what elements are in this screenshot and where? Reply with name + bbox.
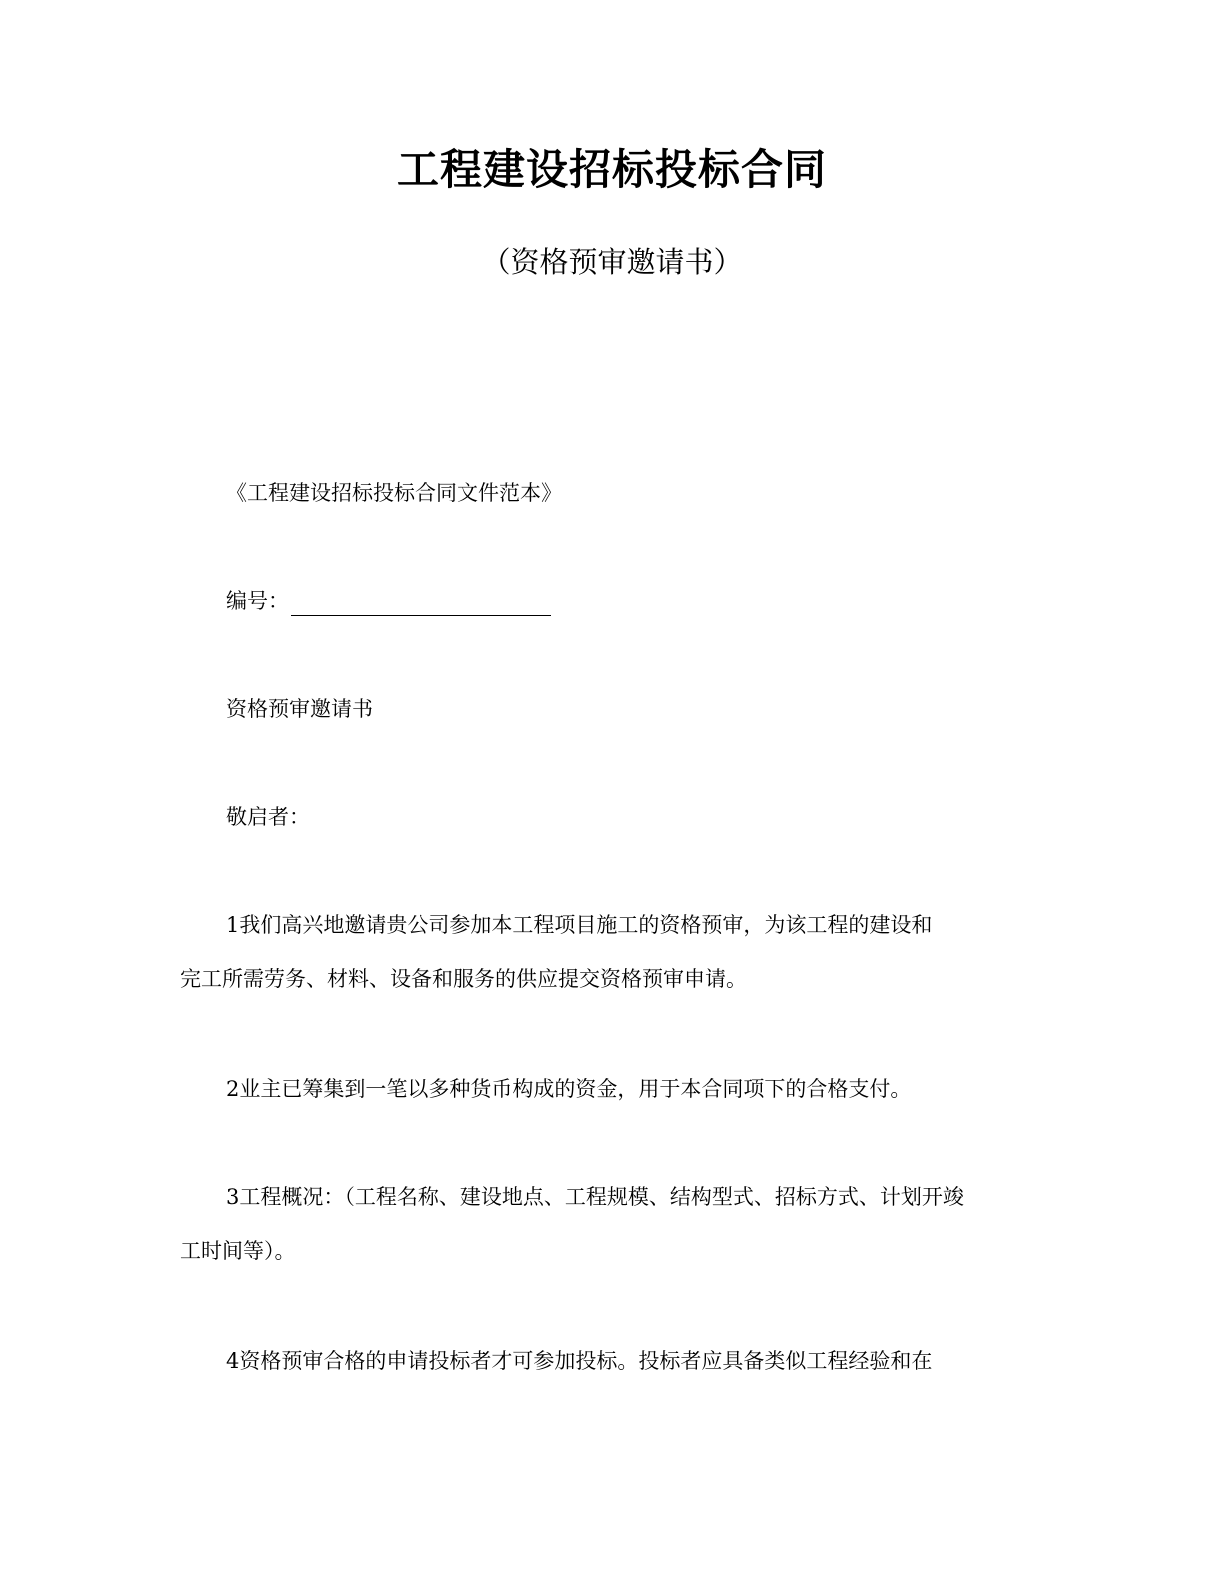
paragraph-1-line-1: 1我们高兴地邀请贵公司参加本工程项目施工的资格预审，为该工程的建设和	[226, 913, 933, 937]
section-heading: 资格预审邀请书	[226, 697, 373, 721]
template-name: 《工程建设招标投标合同文件范本》	[226, 481, 562, 505]
paragraph-3-line-2: 工时间等）。	[180, 1239, 296, 1263]
document-title: 工程建设招标投标合同	[396, 145, 827, 194]
number-blank-line[interactable]	[291, 593, 551, 616]
number-label: 编号：	[226, 589, 289, 613]
paragraph-4-line-1: 4资格预审合格的申请投标者才可参加投标。投标者应具备类似工程经验和在	[226, 1349, 933, 1373]
paragraph-1-line-2: 完工所需劳务、材料、设备和服务的供应提交资格预审申请。	[180, 967, 747, 991]
number-field	[226, 586, 1086, 616]
document-subtitle: （资格预审邀请书）	[481, 245, 743, 279]
paragraph-3-line-1: 3工程概况：（工程名称、建设地点、工程规模、结构型式、招标方式、计划开竣	[226, 1185, 964, 1209]
salutation: 敬启者：	[226, 805, 310, 829]
paragraph-2-line-1: 2业主已筹集到一笔以多种货币构成的资金，用于本合同项下的合格支付。	[226, 1077, 912, 1101]
